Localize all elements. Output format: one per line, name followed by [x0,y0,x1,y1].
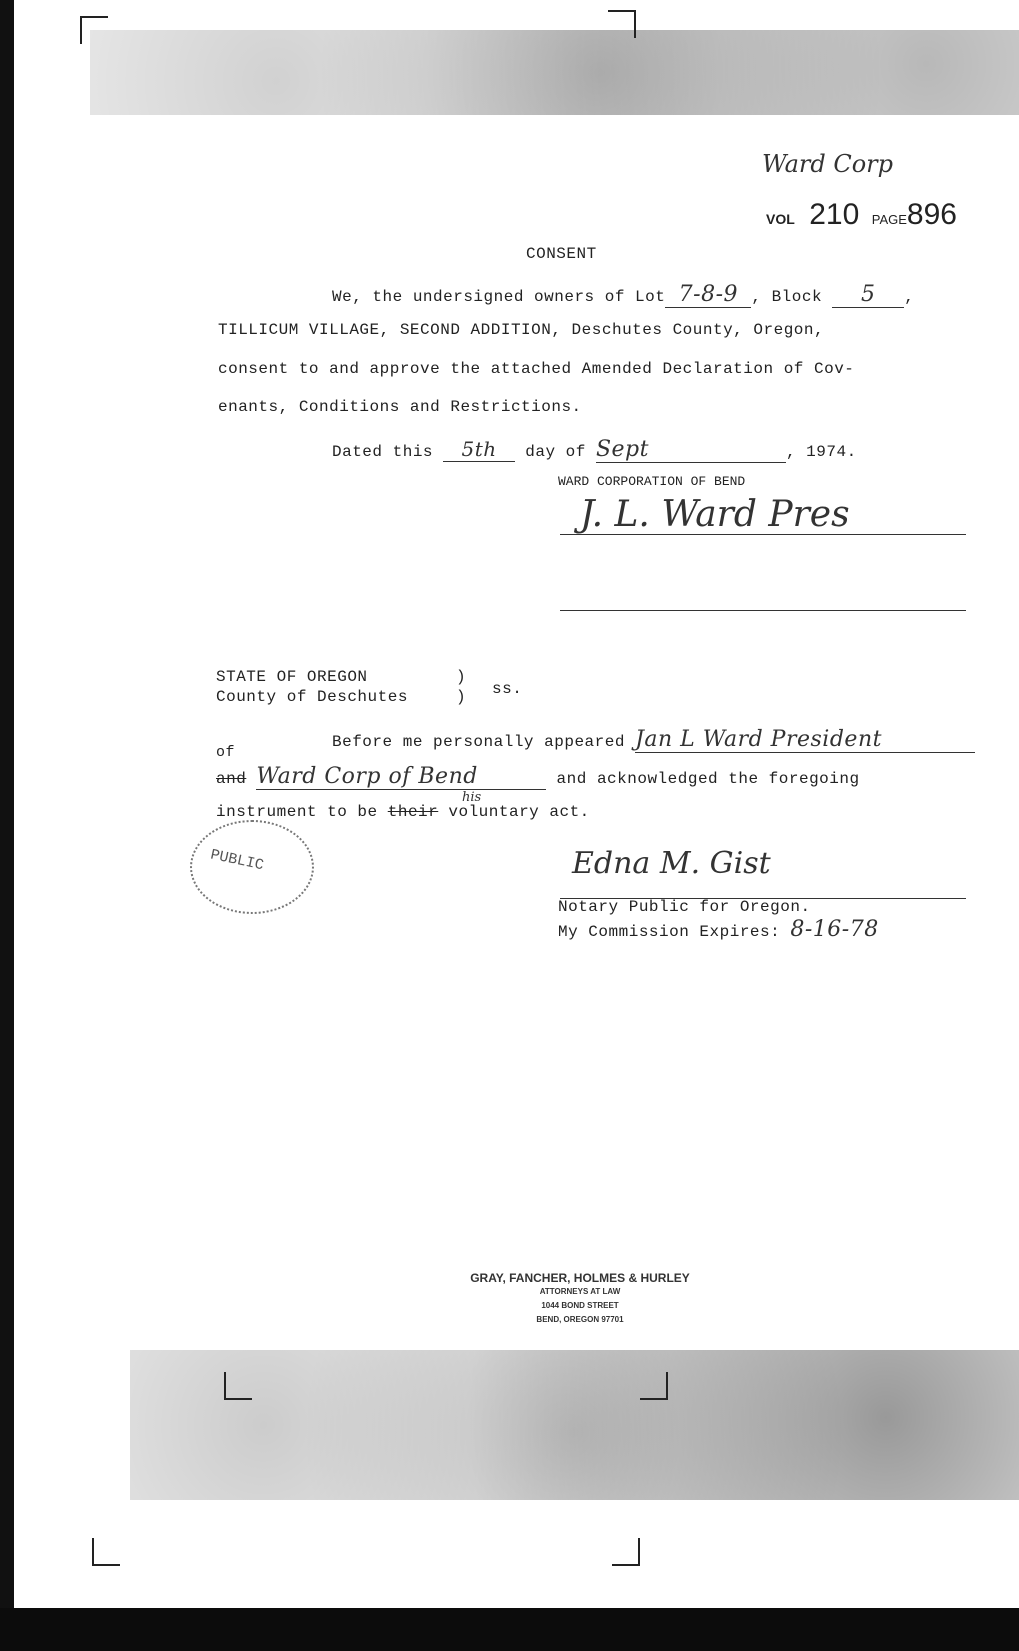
appeared-name: Jan L Ward President [635,727,975,753]
volume-page-stamp [766,198,957,232]
ack-line-2: and Ward Corp of Bend and acknowledged the foregoing [216,764,860,789]
scan-noise-bottom [130,1350,1019,1500]
vol-number: 210 [809,198,860,231]
month-value: Sept [596,437,786,463]
footer-firm: GRAY, FANCHER, HOLMES & HURLEY [470,1271,690,1285]
body-line-4: enants, Conditions and Restrictions. [218,398,582,416]
handwritten-note: Ward Corp [762,150,894,178]
body-line-1: We, the undersigned owners of Lot 7-8-9 , Block 5 , [332,282,915,307]
signature-line-2 [560,610,966,611]
scan-noise-top [90,30,1019,115]
corner-mark-bottom-right [612,1538,640,1566]
footer-line-2: ATTORNEYS AT LAW [539,1287,621,1296]
notary-title: Notary Public for Oregon. [558,898,811,916]
page-number: 896 [906,198,957,231]
footer-line-4: BEND, OREGON 97701 [536,1315,624,1324]
of-value: Ward Corp of Bend [256,764,546,790]
seal-text: PUBLIC [208,846,266,875]
notary-seal [190,820,314,914]
body-line-2: TILLICUM VILLAGE, SECOND ADDITION, Deschutes County, Oregon, [218,321,825,339]
ack-line-1: Before me personally appeared Jan L Ward President [332,727,975,753]
corner-mark-top-left [80,16,108,44]
document-title: CONSENT [526,245,597,263]
footer-line-3: 1044 BOND STREET [541,1301,619,1310]
venue-state: STATE OF OREGON [216,668,368,686]
scan-edge-left [0,0,14,1651]
venue-bracket-2: ) [456,688,467,706]
venue-ss: ss. [492,680,523,698]
day-value: 5th [443,437,515,462]
page-label: PAGE [871,212,907,227]
scan-edge-bottom [0,1608,1019,1651]
corner-mark-bottom-left [92,1538,120,1566]
ack-of-label: of [216,744,236,761]
lot-value: 7-8-9 [665,282,751,308]
corner-mark-mid-right [640,1372,668,1400]
notary-commission: My Commission Expires: 8-16-78 [558,917,879,942]
commission-date: 8-16-78 [790,917,879,942]
company-name: WARD CORPORATION OF BEND [558,474,746,489]
corner-mark-mid-left [224,1372,252,1400]
ack-line-3: instrument to be their voluntary act. [216,803,590,821]
vol-label: VOL [766,211,795,227]
struck-their: their [387,803,439,821]
venue-county: County of Deschutes [216,688,408,706]
struck-and: and [216,770,247,788]
body-line-3: consent to and approve the attached Amended Declaration of Cov- [218,360,855,378]
notary-signature: Edna M. Gist [572,846,771,881]
corner-mark-top-right [608,10,636,38]
signature-line-1 [560,534,966,535]
inserted-his: his [462,790,482,805]
company-signature: J. L. Ward Pres [580,494,850,535]
venue-bracket-1: ) [456,668,467,686]
block-value: 5 [832,282,904,308]
dated-line: Dated this 5th day of Sept , 1974. [332,437,857,462]
